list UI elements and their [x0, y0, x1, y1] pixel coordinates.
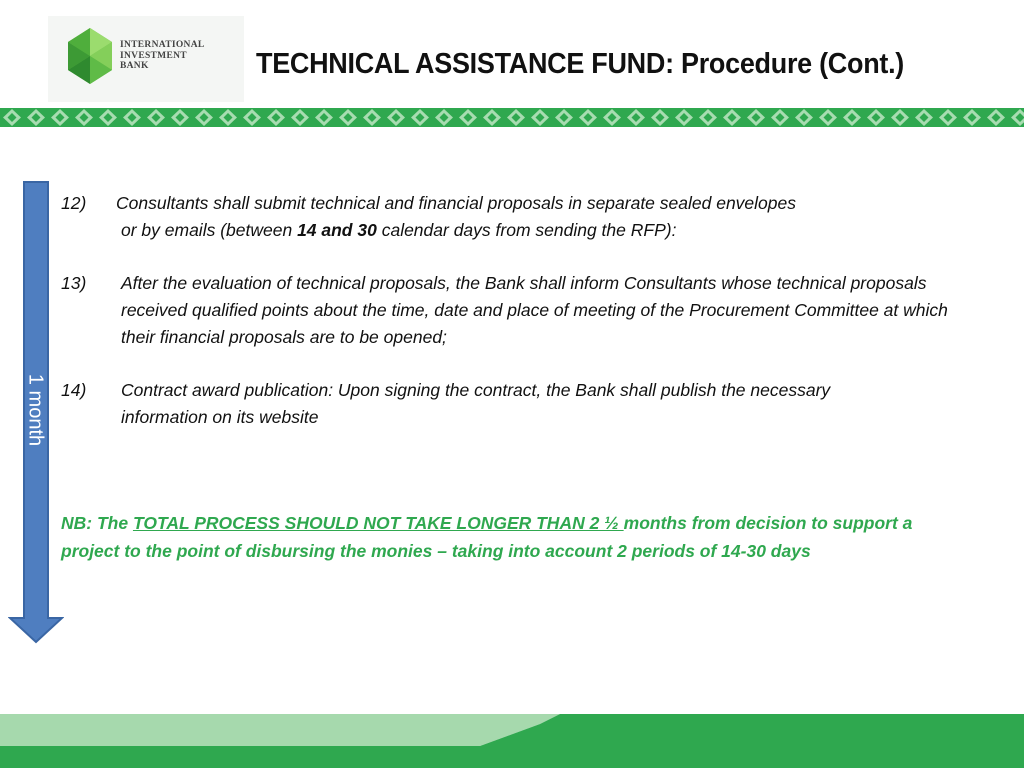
note-prefix: NB: The [61, 513, 133, 533]
logo-line-2: INVESTMENT [120, 50, 187, 61]
logo-line-1: INTERNATIONAL [120, 40, 205, 50]
procedure-item [61, 377, 961, 431]
slide-title: TECHNICAL ASSISTANCE FUND: Procedure (Cont.) [256, 48, 905, 80]
duration-note [61, 510, 921, 565]
emerald-logo-icon [66, 26, 114, 86]
item-text: Contract award publication: Upon signing the contract, the Bank shall publish the necessary information on its website [121, 380, 831, 427]
item-text-part: or by emails (between [121, 220, 298, 240]
item-text-bold: 14 and 30 [297, 220, 377, 240]
procedure-item [61, 270, 961, 351]
item-text-line-1: Consultants shall submit technical and financial proposals in separate sealed envelopes [116, 193, 796, 213]
item-number: 14) [61, 380, 87, 400]
item-text: After the evaluation of technical proposals, the Bank shall inform Consultants whose technical proposals received qualified points about the time, date and place of meeting of the Procurement Committee at which their financial proposals are to be opened; [121, 273, 948, 347]
decorative-pattern-band [0, 108, 1024, 127]
item-text-part: calendar days from sending the RFP): [376, 220, 677, 240]
logo-line-3: BANK [120, 61, 149, 71]
logo-wordmark [120, 40, 205, 72]
item-number: 12) [61, 193, 87, 213]
footer-green-band [0, 712, 1024, 768]
item-number: 13) [61, 273, 87, 293]
note-underlined: TOTAL PROCESS SHOULD NOT TAKE LONGER THAN 2 ½ [132, 513, 624, 533]
procedure-list [61, 190, 961, 457]
timeline-duration-label: 1 month [24, 373, 47, 447]
item-text-line-2 [121, 217, 961, 244]
procedure-item [61, 190, 961, 244]
bank-logo [48, 16, 244, 102]
note-suffix: months from decision to support a project to the point of disbursing the monies – taking into account 2 periods of 14-30 days [61, 513, 913, 561]
